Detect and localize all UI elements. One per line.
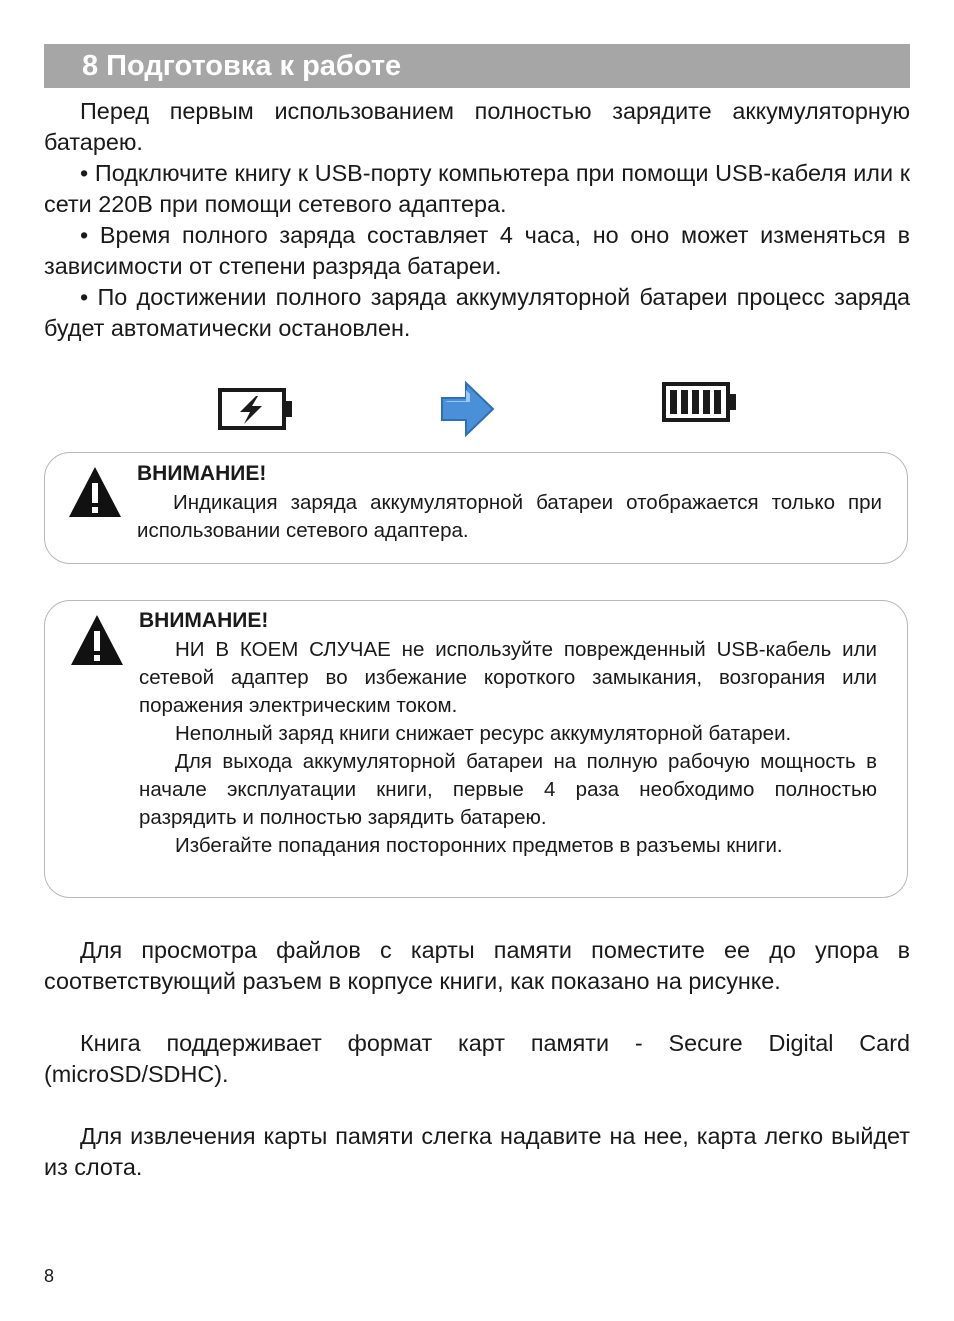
- memory-card-remove-paragraph: Для извлечения карты памяти слегка надавите на нее, карта легко выйдет из слота.: [44, 1123, 910, 1180]
- bullet-charge-time: • Время полного заряда составляет 4 часа, но оно может изменяться в зависимости от степени разряда батареи.: [44, 222, 910, 279]
- battery-full-icon: [662, 382, 738, 424]
- warning-box-safety: [44, 600, 908, 898]
- warning-box-charge-indication: [44, 452, 908, 564]
- warning-title: ВНИМАНИЕ!: [137, 462, 267, 485]
- warning-triangle-icon: [67, 465, 123, 519]
- section-header: [44, 44, 910, 88]
- arrow-right-icon: [440, 380, 496, 438]
- warning-text: Индикация заряда аккумуляторной батареи отображается только при использовании сетевого адаптера.: [137, 491, 882, 542]
- bullet-connect: • Подключите книгу к USB-порту компьютера при помощи USB-кабеля или к сети 220В при помощи сетевого адаптера.: [44, 160, 910, 217]
- page-number: 8: [44, 1266, 55, 1286]
- memory-card-format-paragraph: Книга поддерживает формат карт памяти - Secure Digital Card (microSD/SDHC).: [44, 1030, 910, 1087]
- warning-triangle-icon: [69, 613, 125, 667]
- battery-indicator-row: [0, 380, 954, 440]
- section-title: 8 Подготовка к работе: [82, 50, 402, 82]
- memory-card-insert-paragraph: Для просмотра файлов с карты памяти поместите ее до упора в соответствующий разъем в корпусе книги, как показано на рисунке.: [44, 937, 910, 994]
- battery-charging-icon: [218, 388, 294, 432]
- warning-title: ВНИМАНИЕ!: [139, 609, 269, 632]
- bullet-auto-stop: • По достижении полного заряда аккумуляторной батареи процесс заряда будет автоматически остановлен.: [44, 284, 910, 341]
- intro-paragraph: Перед первым использованием полностью зарядите аккумуляторную батарею.: [44, 98, 910, 155]
- warning-text: НИ В КОЕМ СЛУЧАЕ не используйте поврежденный USB-кабель или сетевой адаптер во избежание короткого замыкания, возгорания или поражения электрическим током. Неполный заряд книги снижает ресурс аккумуляторной батареи. Для выхода аккумуляторной батареи на полную рабочую мощность в начале эксплуатации книги, первые 4 раза необходимо полностью разрядить и полностью зарядить батарею. Избегайте попадания посторонних предметов в разъемы книги.: [139, 638, 877, 857]
